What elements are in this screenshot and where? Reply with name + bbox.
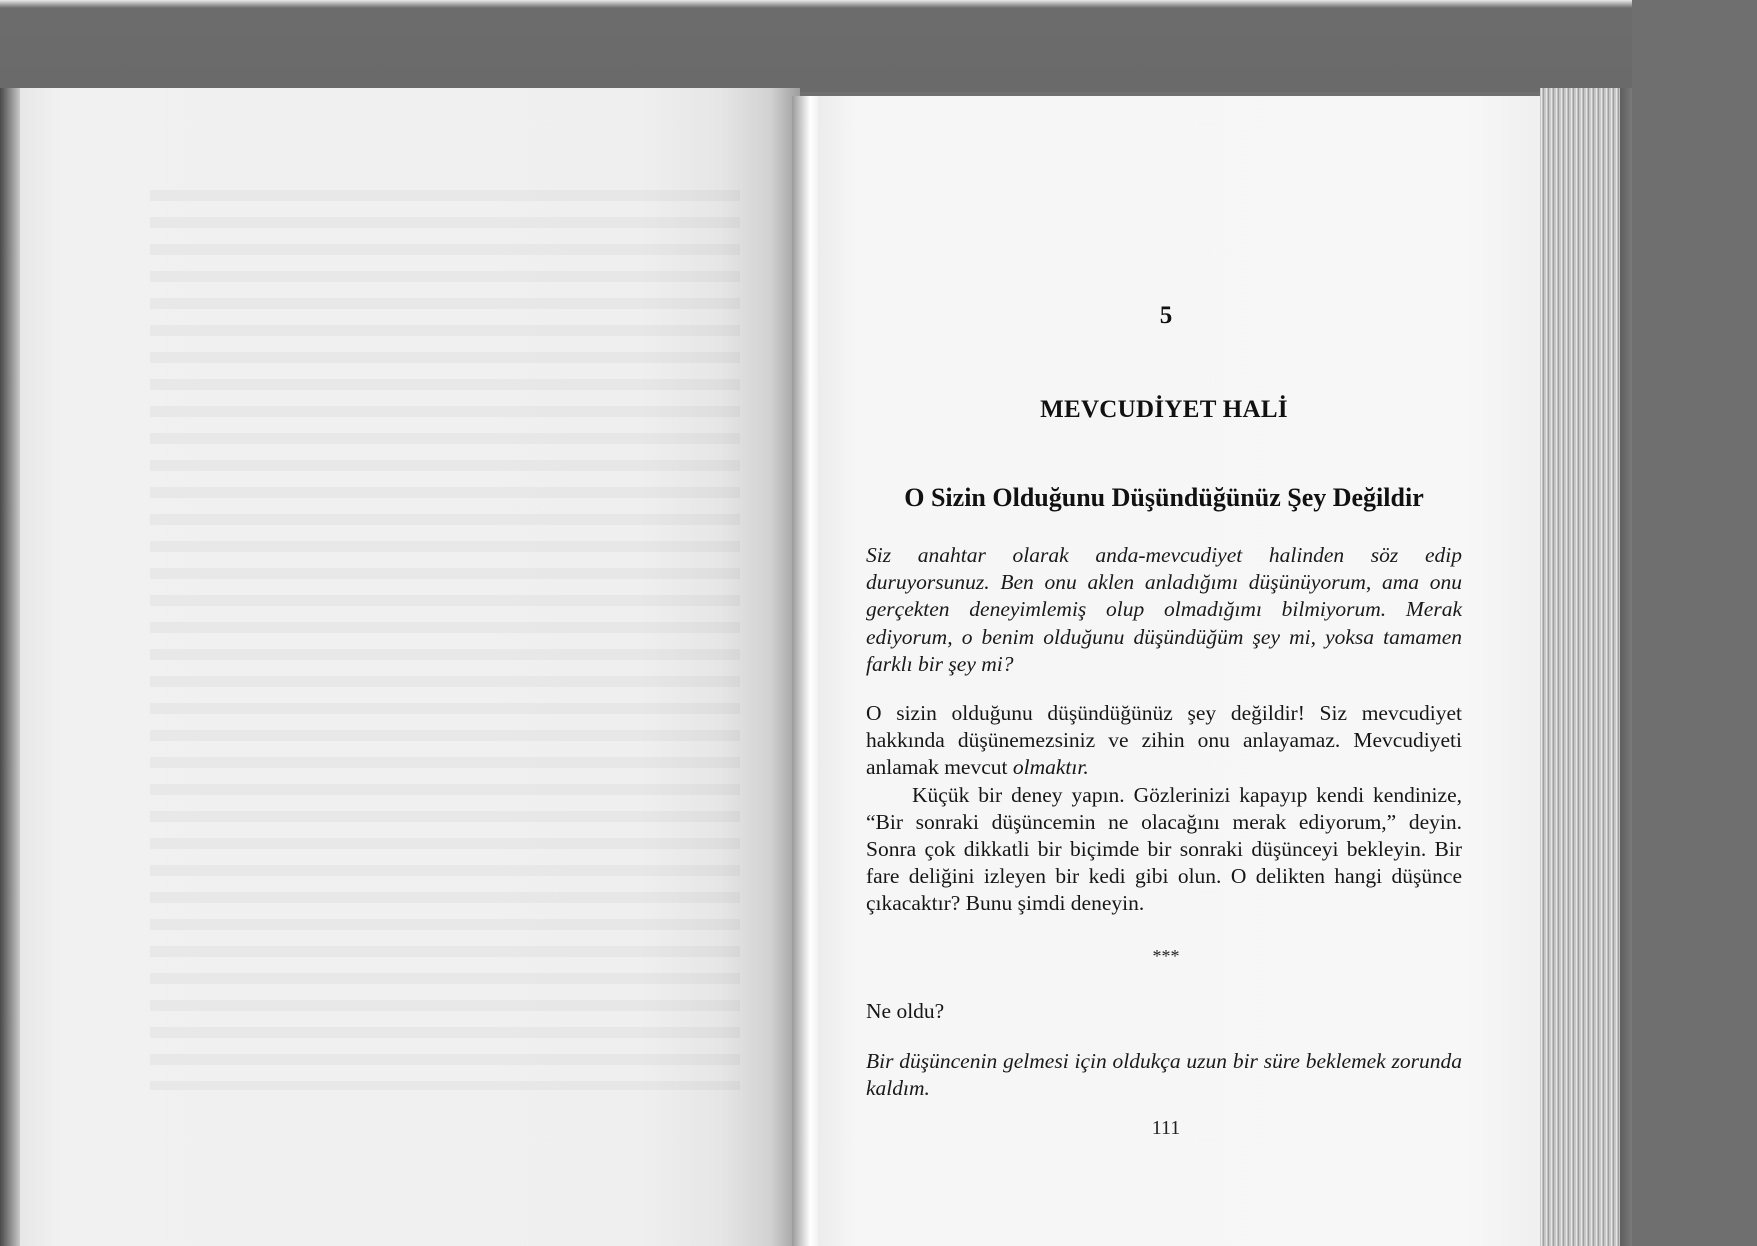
answer-paragraph-1-emphasis: olmaktır.	[1012, 755, 1089, 780]
chapter-title: MEVCUDİYET HALİ	[1040, 396, 1288, 423]
book-cover-edge	[1620, 88, 1632, 1246]
section-heading: O Sizin Olduğunu Düşündüğünüz Şey Değildir	[904, 483, 1424, 512]
question-paragraph: Siz anahtar olarak anda-mevcudiyet halinden söz edip duruyorsunuz. Ben onu aklen anladığımı düşünüyorum, ama onu gerçekten deneyimlemiş olup olmadığımı bilmiyorum. Merak ediyorum, o benim olduğunu düşündüğüm şey mi, yoksa tamamen farklı bir şey mi?	[866, 543, 1462, 676]
book-page-edges	[1540, 88, 1626, 1246]
left-page-edge	[0, 88, 20, 1246]
chapter-number: 5	[1159, 302, 1173, 329]
answer-paragraph-1	[866, 700, 1462, 782]
left-page-faded-text	[150, 190, 740, 1090]
book-gutter	[792, 96, 818, 1246]
answer-paragraph-1-main: O sizin olduğunu düşündüğünüz şey değildir! Siz mevcudiyet hakkında düşünemezsiniz ve zihin onu anlayamaz. Mevcudiyeti anlamak mevcut	[866, 701, 1462, 780]
page-number: 111	[1151, 1117, 1181, 1139]
scanner-top-shadow	[0, 0, 1757, 92]
section-separator: ***	[1152, 946, 1180, 966]
scanner-background	[1632, 0, 1757, 1246]
answer-2: Bir düşüncenin gelmesi için oldukça uzun bir süre beklemek zorunda kaldım.	[866, 1049, 1462, 1101]
question-2: Ne oldu?	[866, 999, 945, 1023]
answer-paragraph-2: Küçük bir deney yapın. Gözlerinizi kapayıp kendi kendinize, “Bir sonraki düşüncemin ne olacağını merak ediyorum,” deyin. Sonra çok dikkatli bir biçimde bir sonraki düşünceyi bekleyin. Bir fare deliğini izleyen bir kedi gibi olun. O delikten hangi düşünce çıkacaktır? Bunu şimdi deneyin.	[866, 782, 1462, 916]
answer-text	[866, 700, 1462, 918]
